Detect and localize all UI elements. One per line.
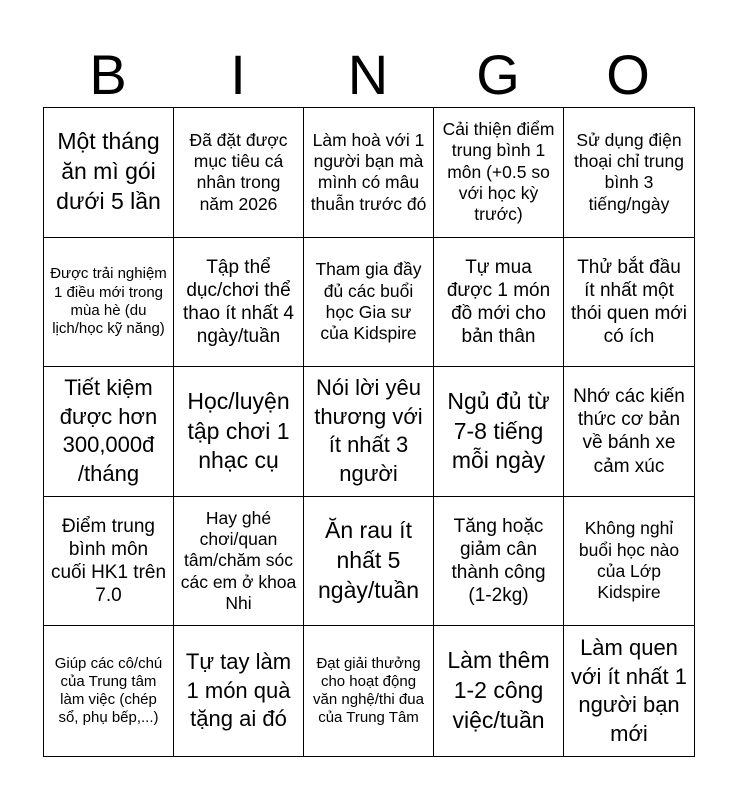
bingo-cell[interactable] (174, 626, 304, 756)
cell-text: Tự tay làm 1 món quà tặng ai đó (185, 649, 292, 732)
bingo-board (43, 107, 695, 757)
bingo-cell[interactable] (174, 497, 304, 627)
bingo-cell[interactable] (44, 497, 174, 627)
bingo-cell[interactable] (304, 626, 434, 756)
cell-text: Ăn rau ít nhất 5 ngày/tuần (317, 517, 420, 604)
bingo-cell[interactable] (304, 238, 434, 368)
cell-text: Thử bắt đầu ít nhất một thói quen mới có ích (571, 256, 687, 348)
bingo-cell[interactable] (44, 238, 174, 368)
cell-text: Tự mua được 1 món đồ mới cho bản thân (446, 256, 551, 348)
header-letter-g: G (476, 43, 520, 106)
cell-text: Tập thể dục/chơi thể thao ít nhất 4 ngày/tuần (183, 256, 294, 348)
bingo-cell[interactable] (44, 367, 174, 497)
cell-text: Nhớ các kiến thức cơ bản về bánh xe cảm xúc (573, 386, 685, 477)
bingo-cell[interactable] (434, 626, 564, 756)
bingo-cell[interactable] (174, 108, 304, 238)
cell-text: Tham gia đầy đủ các buổi học Gia sư của Kidspire (315, 259, 422, 344)
header-letter-o: O (606, 43, 650, 106)
bingo-header (43, 42, 693, 108)
bingo-cell[interactable] (44, 626, 174, 756)
bingo-cell[interactable] (304, 497, 434, 627)
cell-text: Học/luyện tập chơi 1 nhạc cụ (187, 387, 290, 474)
cell-text: Hay ghé chơi/quan tâm/chăm sóc các em ở khoa Nhi (180, 507, 297, 614)
bingo-cell[interactable] (174, 238, 304, 368)
bingo-cell[interactable] (564, 626, 694, 756)
cell-text: Cải thiện điểm trung bình 1 môn (+0.5 so với học kỳ trước) (442, 118, 555, 225)
cell-text: Ngủ đủ từ 7-8 tiếng mỗi ngày (447, 387, 550, 474)
cell-text: Nói lời yêu thương với ít nhất 3 người (314, 375, 423, 487)
cell-text: Làm quen với ít nhất 1 người bạn mới (571, 635, 687, 746)
cell-text: Đạt giải thưởng cho hoạt động văn nghệ/thi đua của Trung Tâm (313, 654, 424, 727)
cell-text: Điểm trung bình môn cuối HK1 trên 7.0 (50, 515, 167, 607)
cell-text: Không nghỉ buổi học nào của Lớp Kidspire (578, 518, 680, 603)
cell-text: Tăng hoặc giảm cân thành công (1-2kg) (451, 515, 546, 607)
bingo-cell[interactable] (434, 108, 564, 238)
header-letter-b: B (89, 43, 127, 106)
bingo-cell[interactable] (44, 108, 174, 238)
cell-text: Tiết kiệm được hơn 300,000đ /tháng (59, 375, 158, 487)
bingo-cell[interactable] (304, 108, 434, 238)
bingo-cell[interactable] (304, 367, 434, 497)
bingo-cell[interactable] (434, 238, 564, 368)
bingo-cell[interactable] (564, 367, 694, 497)
cell-text: Sử dụng điện thoại chỉ trung bình 3 tiếng/ngày (574, 129, 684, 214)
bingo-cell[interactable] (174, 367, 304, 497)
cell-text: Được trải nghiệm 1 điều mới trong mùa hè (du lịch/học kỹ năng) (50, 265, 167, 338)
bingo-cell[interactable] (564, 108, 694, 238)
cell-text: Giúp các cô/chú của Trung tâm làm việc (chép sổ, phụ bếp,...) (54, 654, 163, 727)
cell-text: Đã đặt được mục tiêu cá nhân trong năm 2026 (189, 129, 288, 214)
cell-text: Làm hoà với 1 người bạn mà mình có mâu thuẫn trước đó (310, 129, 427, 214)
bingo-cell[interactable] (434, 367, 564, 497)
header-letter-n: N (347, 43, 389, 106)
header-letter-i: I (230, 43, 246, 106)
bingo-cell[interactable] (564, 497, 694, 627)
bingo-cell[interactable] (564, 238, 694, 368)
bingo-cell[interactable] (434, 497, 564, 627)
cell-text: Làm thêm 1-2 công việc/tuần (447, 647, 550, 734)
cell-text: Một tháng ăn mì gói dưới 5 lần (56, 128, 161, 215)
